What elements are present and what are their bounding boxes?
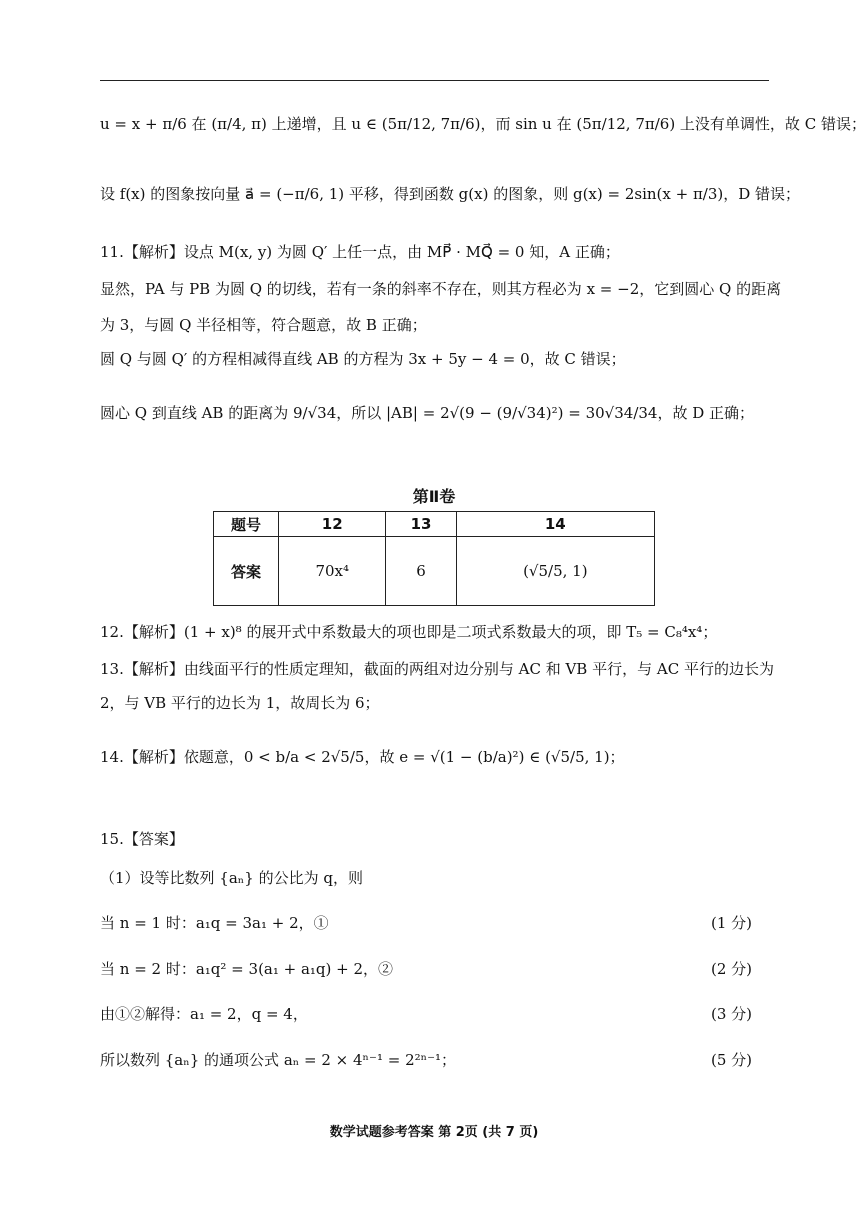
table-row	[214, 537, 655, 606]
answer-table	[213, 511, 655, 606]
text-line: 由①②解得：a₁ = 2，q = 4，	[100, 1005, 308, 1023]
text-line: 圆 Q 与圆 Q′ 的方程相减得直线 AB 的方程为 3x + 5y − 4 = 0，故 C 错误；	[100, 350, 626, 368]
text-line: 所以数列 {aₙ} 的通项公式 aₙ = 2 × 4ⁿ⁻¹ = 2²ⁿ⁻¹；	[100, 1051, 457, 1069]
table-cell: 70x⁴	[279, 537, 386, 606]
text-line: 圆心 Q 到直线 AB 的距离为 9/√34，所以 |AB| = 2√(9 − (9/√34)²) = 30√34/34，故 D 正确；	[100, 404, 755, 422]
text-line: （1）设等比数列 {aₙ} 的公比为 q，则	[100, 869, 363, 887]
text-line: 2，与 VB 平行的边长为 1，故周长为 6；	[100, 694, 380, 712]
text-line: 11.【解析】设点 M(x, y) 为圆 Q′ 上任一点，由 MP⃗ · MQ⃗ = 0 知，A 正确；	[100, 243, 620, 261]
table-row-label: 答案	[214, 537, 279, 606]
table-header-cell: 14	[456, 512, 654, 537]
text-line: 14.【解析】依题意，0 < b/a < 2√5/5，故 e = √(1 − (b/a)²) ∈ (√5/5, 1)；	[100, 748, 625, 766]
score-label: (5 分)	[710, 1051, 752, 1069]
score-label: (3 分)	[710, 1005, 752, 1023]
table-cell: (√5/5, 1)	[456, 537, 654, 606]
text-line: 当 n = 1 时：a₁q = 3a₁ + 2，①	[100, 914, 329, 932]
page-footer: 数学试题参考答案 第 2页 (共 7 页)	[329, 1125, 539, 1140]
text-line: u = x + π/6 在 (π/4, π) 上递增，且 u ∈ (5π/12, 7π/6)，而 sin u 在 (5π/12, 7π/6) 上没有单调性，故 C 错误；	[100, 115, 866, 133]
table-header-cell: 13	[386, 512, 456, 537]
score-label: (1 分)	[710, 914, 752, 932]
text-line: 设 f(x) 的图象按向量 a⃗ = (−π/6, 1) 平移，得到函数 g(x) 的图象，则 g(x) = 2sin(x + π/3)，D 错误；	[100, 185, 801, 203]
text-line: 12.【解析】(1 + x)⁸ 的展开式中系数最大的项也即是二项式系数最大的项，即 T₅ = C₈⁴x⁴；	[100, 623, 718, 641]
score-label: (2 分)	[710, 960, 752, 978]
section-title: 第Ⅱ卷	[412, 487, 456, 506]
table-cell: 6	[386, 537, 456, 606]
table-header-cell: 题号	[214, 512, 279, 537]
text-line: 13.【解析】由线面平行的性质定理知，截面的两组对边分别与 AC 和 VB 平行，与 AC 平行的边长为	[100, 660, 774, 678]
text-line: 显然，PA 与 PB 为圆 Q 的切线，若有一条的斜率不存在，则其方程必为 x = −2，它到圆心 Q 的距离	[100, 280, 782, 298]
header-rule	[100, 80, 769, 81]
table-header-cell: 12	[279, 512, 386, 537]
text-line: 当 n = 2 时：a₁q² = 3(a₁ + a₁q) + 2，②	[100, 960, 394, 978]
text-line: 为 3，与圆 Q 半径相等，符合题意，故 B 正确；	[100, 316, 427, 334]
table-row	[214, 512, 655, 537]
text-line: 15.【答案】	[100, 830, 184, 848]
